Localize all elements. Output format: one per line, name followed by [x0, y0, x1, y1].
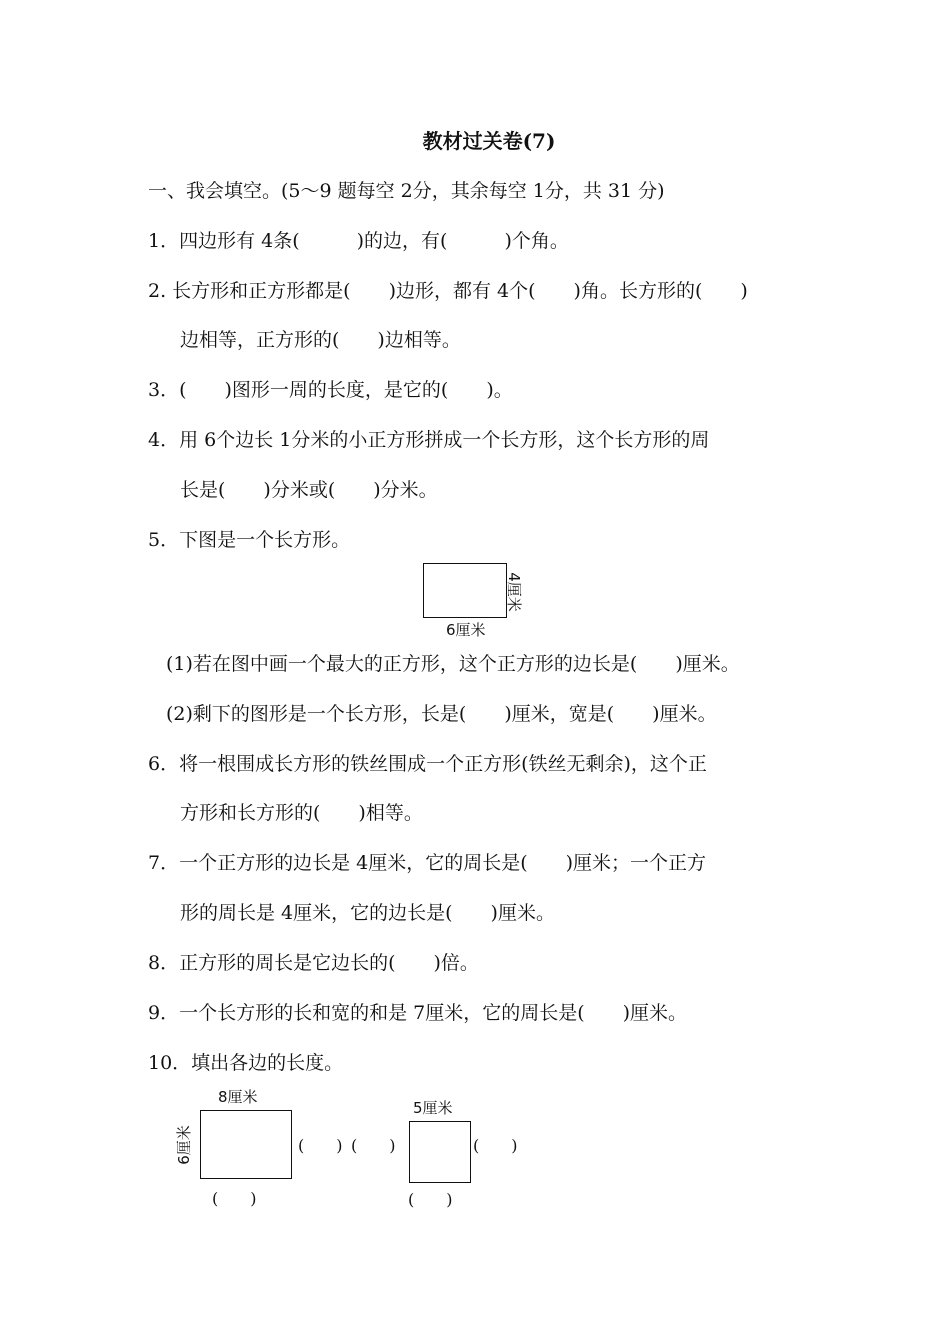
section-one-heading: 一、我会填空。(5～9 题每空 2分，其余每空 1分，共 31 分) [148, 180, 665, 202]
rectangle-width-label: 6厘米 [446, 621, 486, 639]
question-2-line-2: 边相等，正方形的( )边相等。 [180, 329, 461, 351]
question-10: 10．填出各边的长度。 [148, 1052, 344, 1074]
rect-right-blank: ( ) [298, 1136, 343, 1155]
rect-top-label: 8厘米 [218, 1088, 258, 1106]
question-5-sub-2: (2)剩下的图形是一个长方形，长是( )厘米，宽是( )厘米。 [166, 703, 717, 725]
rect-left-label: 6厘米 [174, 1125, 193, 1165]
question-5: 5．下图是一个长方形。 [148, 529, 351, 551]
square-left-blank: ( ) [351, 1136, 396, 1155]
question-6-line-1: 6．将一根围成长方形的铁丝围成一个正方形(铁丝无剩余)，这个正 [148, 753, 707, 775]
square-right-blank: ( ) [473, 1136, 518, 1155]
question-1: 1．四边形有 4条( )的边，有( )个角。 [148, 230, 569, 252]
question-2-line-1: 2. 长方形和正方形都是( )边形，都有 4个( )角。长方形的( ) [148, 280, 748, 302]
question-7-line-2: 形的周长是 4厘米，它的边长是( )厘米。 [180, 902, 555, 924]
rect-bottom-blank: ( ) [212, 1189, 257, 1208]
question-5-sub-1: (1)若在图中画一个最大的正方形，这个正方形的边长是( )厘米。 [166, 653, 740, 675]
rect-10-shape [200, 1110, 292, 1179]
question-3: 3．( )图形一周的长度，是它的( )。 [148, 379, 513, 401]
question-6-line-2: 方形和长方形的( )相等。 [180, 802, 423, 824]
square-bottom-blank: ( ) [408, 1190, 453, 1209]
square-top-label: 5厘米 [413, 1099, 453, 1117]
question-9: 9．一个长方形的长和宽的和是 7厘米，它的周长是( )厘米。 [148, 1002, 688, 1024]
question-7-line-1: 7．一个正方形的边长是 4厘米，它的周长是( )厘米；一个正方 [148, 852, 707, 874]
question-4-line-2: 长是( )分米或( )分米。 [180, 479, 438, 501]
page-title: 教材过关卷(7) [422, 129, 556, 153]
question-4-line-1: 4．用 6个边长 1分米的小正方形拼成一个长方形，这个长方形的周 [148, 429, 710, 451]
rectangle-height-label: 4厘米 [504, 572, 523, 612]
square-10-shape [409, 1121, 471, 1183]
question-8: 8．正方形的周长是它边长的( )倍。 [148, 952, 479, 974]
rectangle-shape [423, 563, 507, 618]
